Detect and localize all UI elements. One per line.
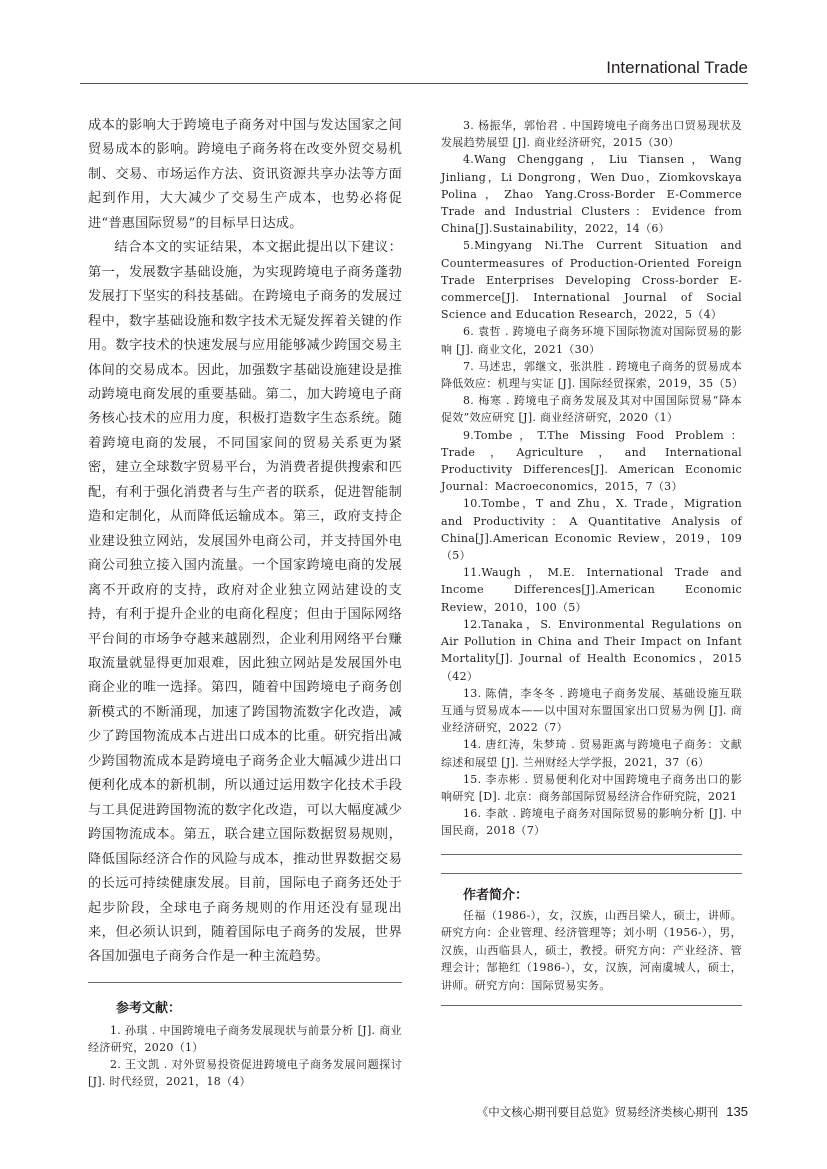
header-rule bbox=[80, 83, 748, 84]
reference-item: 7. 马述忠，郭继文，张洪胜 . 跨境电子商务的贸易成本降低效应：机理与实证 [J]. 国际经贸探索，2019，35（5） bbox=[441, 359, 744, 391]
body-paragraph: 结合本文的实证结果，本文据此提出以下建议：第一，发展数字基础设施，为实现跨境电子商务蓬勃发展打下坚实的科技基础。在跨境电子商务的发展过程中，数字基础设施和数字技术无疑发挥着关键的作用。数字技术的快速发展与应用能够减少跨国交易主体间的交易成本。因此，加强数字基础设施建设是推动跨境电商发展的重要基础。第二，加大跨境电子商务核心技术的应用力度，积极打造数字生态系统。随着跨境电商的发展，不同国家间的贸易关系更为紧密，建立全球数字贸易平台，为消费者提供搜索和匹配，有利于强化消费者与生产者的联系，促进智能制造和定制化，从而降低运输成本。第三，政府支持企业建设独立网站，发展国外电商公司，并支持国外电商公司独立接入国内流量。一个国家跨境电商的发展离不开政府的支持，政府对企业独立网站建设的支持，有利于提升企业的电商化程度；但由于国际网络平台间的市场争夺越来越剧烈，企业利用网络平台赚取流量就显得更加艰难，因此独立网站是发展国外电商企业的唯一选择。第四，随着中国跨境电子商务创新模式的不断涌现，加速了跨国物流数字化改造，减少了跨国物流成本占进出口成本的比重。研究指出减少跨国物流成本是跨境电子商务企业大幅减少进出口便利化成本的新机制，所以通过运用数字化技术手段与工具促进跨国物流的数字化改造，可以大幅度减少跨国物流成本。第五，联合建立国际数据贸易规则，降低国际经济合作的风险与成本，推动世界数据交易的长远可持续健康发展。目前，国际电子商务还处于起步阶段，全球电子商务规则的作用还没有显现出来，但必须认识到，随着国际电子商务的发展，世界各国加强电子商务合作是一种主流趋势。 bbox=[88, 240, 402, 965]
author-bio-text: 任福（1986-），女，汉族，山西吕梁人，硕士，讲师。研究方向：企业管理、经济管理等；刘小明（1956-），男，汉族，山西临县人，硕士，教授。研究方向：产业经济、管理会计；郜艳红（1986-），女，汉族，河南虞城人，硕士，讲师。研究方向：国际贸易实务。 bbox=[441, 908, 742, 992]
reference-item: 8. 梅寒 . 跨境电子商务发展及其对中国国际贸易“降本促效”效应研究 [J]. 商业经济研究，2020（1） bbox=[441, 394, 742, 425]
reference-item: 14. 唐红涛，朱梦琦 . 贸易距离与跨境电子商务：文献综述和展望 [J]. 兰州财经大学学报，2021，37（6） bbox=[441, 738, 742, 769]
references-end-rule bbox=[441, 854, 742, 855]
reference-item: 6. 袁哲 . 跨境电子商务环境下国际物流对国际贸易的影响 [J]. 商业文化，2021（30） bbox=[441, 325, 742, 356]
author-bio-heading: 作者简介： bbox=[463, 886, 529, 902]
reference-item: 10.Tombe，T and Zhu，X. Trade，Migration and Productivity：A Quantitative Analysis of China[J].American Economic Review，2019，109（5） bbox=[441, 497, 742, 563]
reference-item: 11.Waugh，M.E. International Trade and Income Differences[J].American Economic Review，2010，100（5） bbox=[441, 566, 742, 614]
references-rule bbox=[88, 982, 402, 983]
reference-item: 4.Wang Chenggang，Liu Tiansen，Wang Jinliang，Li Dongrong，Wen Duo，Ziomkovskaya Polina，Zhao Yang.Cross-Border E-Commerce Trade and Industrial Clusters：Evidence from China[J].Sustainability，2022，14（6） bbox=[441, 153, 742, 236]
reference-item: 13. 陈倩，李冬冬 . 跨境电子商务发展、基础设施互联互通与贸易成本——以中国对东盟国家出口贸易为例 [J]. 商业经济研究，2022（7） bbox=[441, 686, 742, 735]
body-paragraph: 成本的影响大于跨境电子商务对中国与发达国家之间贸易成本的影响。跨境电子商务将在改变外贸交易机制、交易、市场运作方法、资讯资源共享办法等方面起到作用，大大减少了交易生产成本，也势必将促进“普惠国际贸易”的目标早日达成。 bbox=[88, 118, 402, 231]
author-box-bottom-rule bbox=[441, 1005, 742, 1006]
reference-item: 2. 王文凯 . 对外贸易投资促进跨境电子商务发展问题探讨 [J]. 时代经贸，2021，18（4） bbox=[88, 1058, 402, 1089]
page-number: 135 bbox=[726, 1104, 748, 1119]
references-heading: 参考文献： bbox=[116, 999, 182, 1015]
left-column bbox=[88, 114, 402, 1091]
footer-journal: 《中文核心期刊要目总览》贸易经济类核心期刊 bbox=[476, 1107, 719, 1119]
page-footer bbox=[477, 1104, 748, 1120]
reference-item: 16. 李歆 . 跨境电子商务对国际贸易的影响分析 [J]. 中国民商，2018（7） bbox=[441, 807, 742, 838]
reference-item: 3. 杨振华，郭怡君 . 中国跨境电子商务出口贸易现状及发展趋势展望 [J]. 商业经济研究，2015（30） bbox=[441, 119, 742, 150]
reference-item: 12.Tanaka，S. Environmental Regulations on Air Pollution in China and Their Impact on Infant Mortality[J]. Journal of Health Economics，2015（42） bbox=[441, 617, 742, 683]
right-column bbox=[441, 117, 742, 1006]
author-box-top-rule bbox=[441, 873, 742, 874]
reference-item: 9.Tombe，T.The Missing Food Problem：Trade，Agriculture，and International Productivity Differences[J]. American Economic Journal：Macroeconomics，2015，7（3） bbox=[441, 428, 742, 494]
reference-item: 15. 李赤彬 . 贸易便利化对中国跨境电子商务出口的影响研究 [D]. 北京：商务部国际贸易经济合作研究院，2021 bbox=[441, 772, 742, 803]
section-title: International Trade bbox=[606, 58, 748, 77]
reference-item: 5.Mingyang Ni.The Current Situation and Countermeasures of Production-Oriented Foreign Trade Enterprises Developing Cross-border E-commerce[J]. International Journal of Social Science and Education Research，2022，5（4） bbox=[441, 239, 742, 322]
reference-item: 1. 孙琪 . 中国跨境电子商务发展现状与前景分析 [J]. 商业经济研究，2020（1） bbox=[88, 1023, 402, 1055]
